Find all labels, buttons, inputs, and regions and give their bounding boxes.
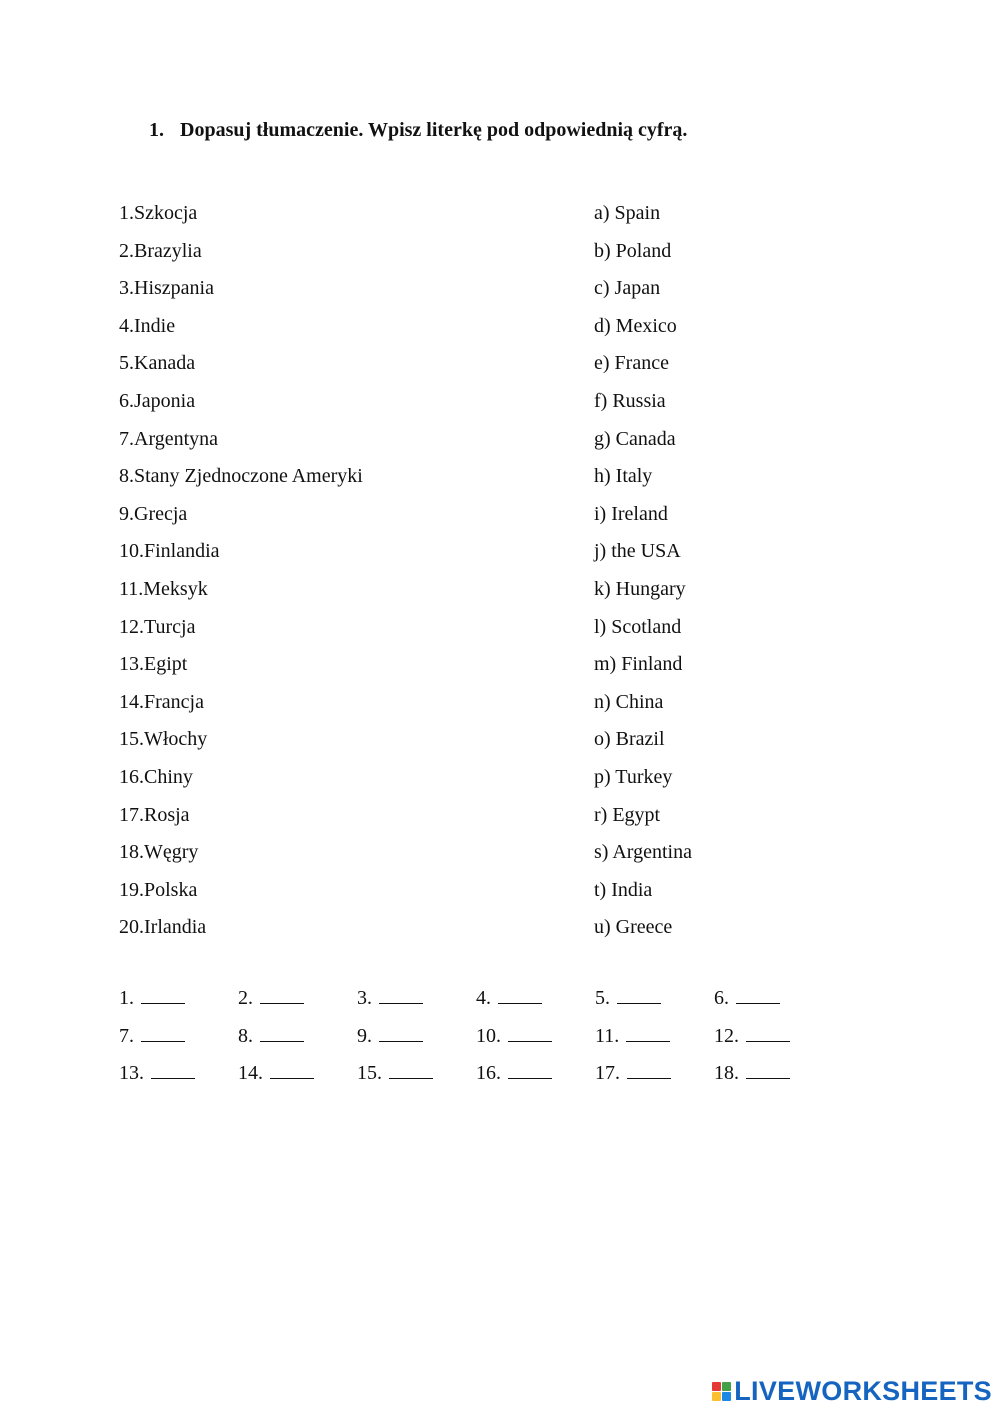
answer-cell bbox=[238, 1060, 357, 1085]
answer-row bbox=[119, 985, 833, 1023]
answer-blank[interactable] bbox=[736, 985, 780, 1004]
answer-number: 16. bbox=[476, 1062, 501, 1085]
answer-number: 15. bbox=[357, 1062, 382, 1085]
answer-number: 2. bbox=[238, 987, 253, 1009]
english-word: d) Mexico bbox=[594, 314, 677, 337]
polish-word: 15.Włochy bbox=[119, 728, 208, 751]
answer-cell bbox=[357, 1023, 476, 1048]
polish-word: 4.Indie bbox=[119, 314, 176, 337]
english-word: i) Ireland bbox=[594, 502, 668, 525]
answer-number: 11. bbox=[595, 1024, 620, 1047]
answer-cell bbox=[119, 1023, 238, 1048]
logo-square bbox=[712, 1392, 721, 1401]
english-word: o) Brazil bbox=[594, 728, 665, 751]
polish-word: 5.Kanada bbox=[119, 352, 196, 375]
english-word: u) Greece bbox=[594, 916, 673, 939]
answer-blank[interactable] bbox=[508, 1060, 552, 1079]
polish-word: 10.Finlandia bbox=[119, 540, 220, 563]
answer-cell bbox=[476, 1023, 595, 1048]
polish-word: 19.Polska bbox=[119, 878, 198, 901]
polish-words-column bbox=[119, 195, 363, 947]
answer-blank[interactable] bbox=[270, 1060, 314, 1079]
english-word: l) Scotland bbox=[594, 615, 682, 638]
answer-cell bbox=[357, 1060, 476, 1085]
answer-number: 12. bbox=[714, 1024, 739, 1047]
answer-cell bbox=[714, 1023, 833, 1048]
answer-number: 7. bbox=[119, 1024, 134, 1047]
english-word: m) Finland bbox=[594, 653, 683, 676]
answer-blank[interactable] bbox=[627, 1060, 671, 1079]
english-word: a) Spain bbox=[594, 202, 661, 224]
polish-word: 3.Hiszpania bbox=[119, 277, 214, 300]
answer-number: 13. bbox=[119, 1062, 144, 1085]
answer-blank[interactable] bbox=[151, 1060, 195, 1079]
answer-blank[interactable] bbox=[141, 1023, 185, 1042]
answer-number: 4. bbox=[476, 987, 491, 1009]
english-word: f) Russia bbox=[594, 389, 666, 412]
answer-number: 6. bbox=[714, 987, 729, 1009]
answer-cell bbox=[238, 1023, 357, 1048]
answer-row bbox=[119, 1060, 833, 1098]
instruction-text: Dopasuj tłumaczenie. Wpisz literkę pod odpowiednią cyfrą. bbox=[180, 119, 688, 141]
polish-word: 14.Francja bbox=[119, 690, 204, 713]
answer-cell bbox=[476, 985, 595, 1010]
answer-cell bbox=[238, 985, 357, 1010]
answer-cell bbox=[595, 1023, 714, 1048]
english-word: t) India bbox=[594, 878, 653, 901]
english-word: j) the USA bbox=[594, 540, 681, 563]
answer-cell bbox=[476, 1060, 595, 1085]
answer-cell bbox=[714, 985, 833, 1010]
answer-blank[interactable] bbox=[379, 985, 423, 1004]
english-words-column bbox=[594, 195, 692, 947]
answer-number: 10. bbox=[476, 1024, 501, 1047]
english-word: k) Hungary bbox=[594, 577, 686, 600]
answer-number: 18. bbox=[714, 1062, 739, 1085]
polish-word: 11.Meksyk bbox=[119, 577, 208, 600]
polish-word: 9.Grecja bbox=[119, 502, 188, 525]
polish-word: 7.Argentyna bbox=[119, 427, 219, 450]
polish-word: 2.Brazylia bbox=[119, 239, 202, 262]
english-word: b) Poland bbox=[594, 239, 672, 262]
polish-word: 16.Chiny bbox=[119, 765, 193, 788]
english-word: r) Egypt bbox=[594, 803, 661, 826]
logo-square bbox=[712, 1382, 721, 1391]
english-word: e) France bbox=[594, 352, 669, 375]
liveworksheets-logo-icon bbox=[712, 1382, 731, 1401]
answer-cell bbox=[119, 1060, 238, 1085]
liveworksheets-logo bbox=[712, 1376, 992, 1407]
answer-blank[interactable] bbox=[389, 1060, 433, 1079]
answer-blank[interactable] bbox=[617, 985, 661, 1004]
answer-blank[interactable] bbox=[260, 1023, 304, 1042]
polish-word: 1.Szkocja bbox=[119, 202, 198, 224]
answer-number: 14. bbox=[238, 1062, 263, 1085]
logo-square bbox=[722, 1382, 731, 1391]
answer-number: 5. bbox=[595, 987, 610, 1009]
answer-blank[interactable] bbox=[498, 985, 542, 1004]
answer-blank[interactable] bbox=[746, 1023, 790, 1042]
logo-square bbox=[722, 1392, 731, 1401]
logo-text: LIVEWORKSHEETS bbox=[734, 1376, 992, 1406]
answer-row bbox=[119, 1023, 833, 1061]
answer-blank[interactable] bbox=[626, 1023, 670, 1042]
polish-word: 17.Rosja bbox=[119, 803, 190, 826]
answer-number: 17. bbox=[595, 1062, 620, 1085]
polish-word: 13.Egipt bbox=[119, 653, 188, 676]
answer-cell bbox=[595, 985, 714, 1010]
answer-number: 9. bbox=[357, 1024, 372, 1047]
english-word: s) Argentina bbox=[594, 841, 692, 864]
answer-blank[interactable] bbox=[141, 985, 185, 1004]
answer-number: 3. bbox=[357, 987, 372, 1009]
answer-cell bbox=[595, 1060, 714, 1085]
answer-blank[interactable] bbox=[746, 1060, 790, 1079]
answer-cell bbox=[357, 985, 476, 1010]
instruction-heading bbox=[149, 119, 687, 142]
english-word: g) Canada bbox=[594, 427, 676, 450]
polish-word: 18.Węgry bbox=[119, 841, 199, 864]
answer-blank[interactable] bbox=[260, 985, 304, 1004]
answer-blank[interactable] bbox=[379, 1023, 423, 1042]
polish-word: 6.Japonia bbox=[119, 389, 196, 412]
answer-cell bbox=[714, 1060, 833, 1085]
instruction-number: 1. bbox=[149, 119, 164, 141]
polish-word: 12.Turcja bbox=[119, 615, 196, 638]
answer-number: 1. bbox=[119, 987, 134, 1009]
polish-word: 20.Irlandia bbox=[119, 916, 207, 939]
answer-blank[interactable] bbox=[508, 1023, 552, 1042]
english-word: h) Italy bbox=[594, 465, 653, 488]
english-word: n) China bbox=[594, 690, 664, 713]
answer-grid bbox=[119, 985, 833, 1098]
english-word: c) Japan bbox=[594, 277, 661, 300]
answer-cell bbox=[119, 985, 238, 1010]
polish-word: 8.Stany Zjednoczone Ameryki bbox=[119, 465, 363, 488]
english-word: p) Turkey bbox=[594, 765, 673, 788]
answer-number: 8. bbox=[238, 1024, 253, 1047]
